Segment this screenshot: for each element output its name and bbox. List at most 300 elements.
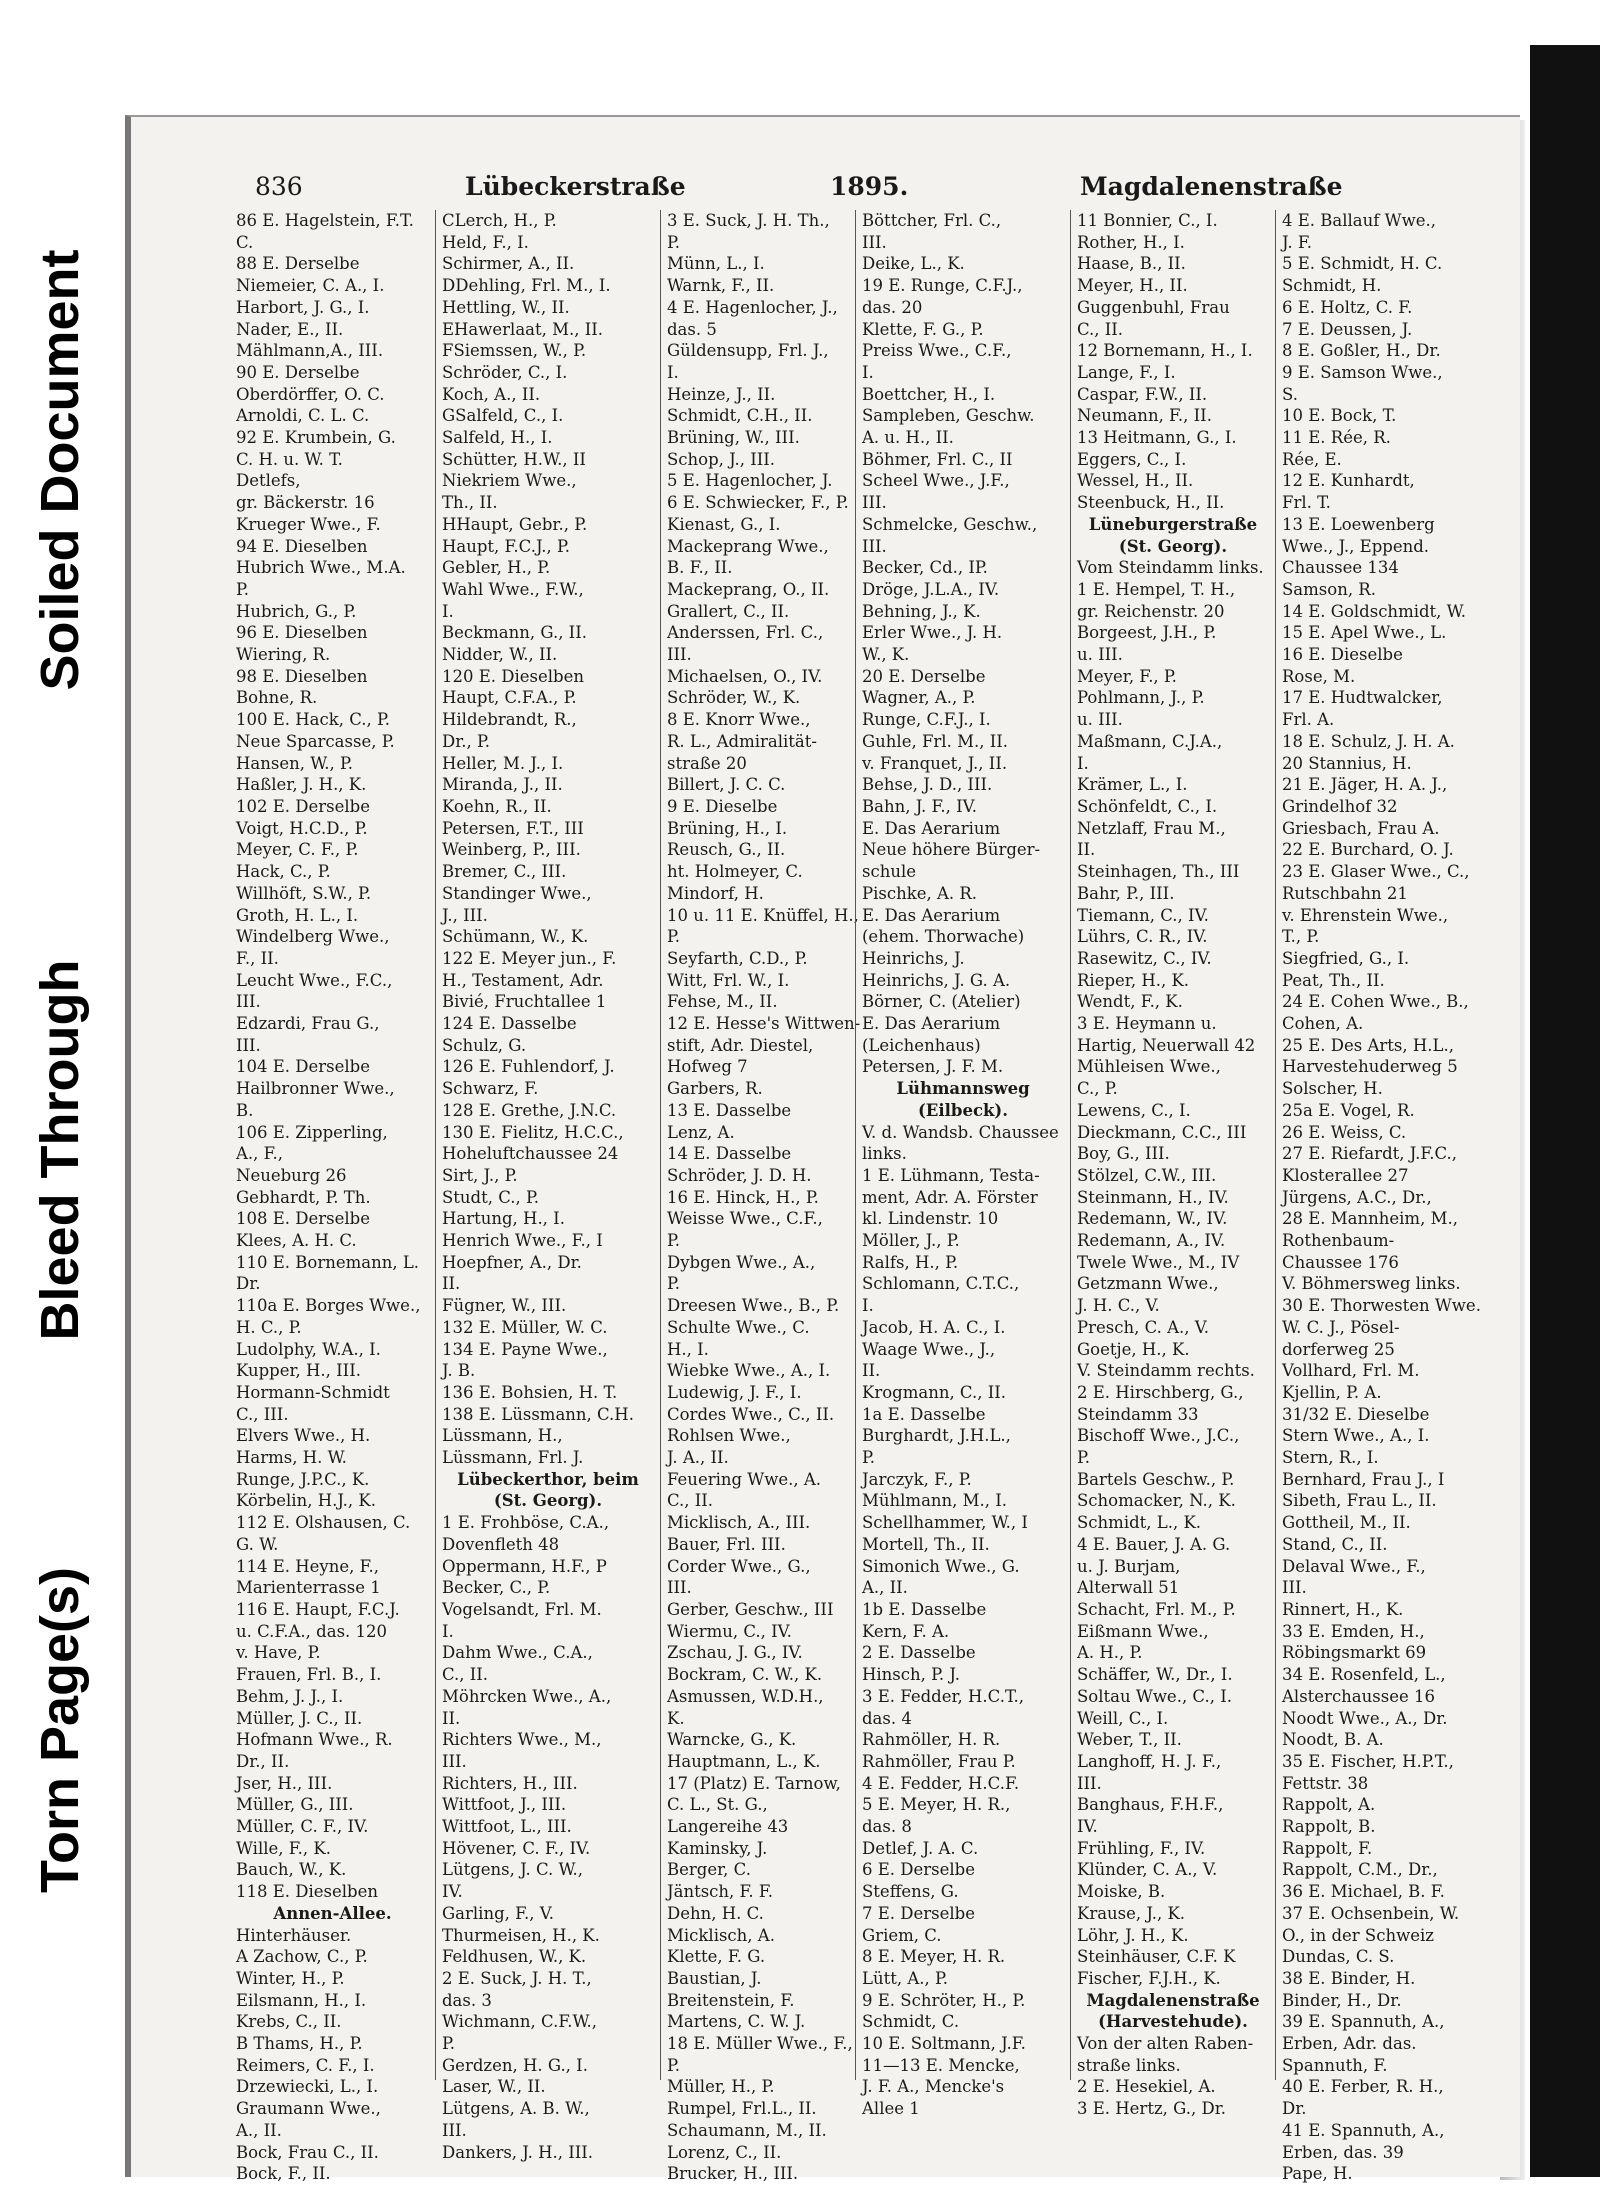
directory-line: Asmussen, W.D.H., xyxy=(667,1686,824,1706)
directory-line: Seyfarth, C.D., P. xyxy=(667,948,808,968)
directory-line: Harms, H. W. xyxy=(236,1448,347,1468)
directory-line: W., K. xyxy=(862,645,910,665)
directory-line: 20 Stannius, H. xyxy=(1282,753,1412,773)
directory-line: Müller, H., P. xyxy=(667,2077,775,2097)
directory-line: Simonich Wwe., G. xyxy=(862,1556,1020,1576)
directory-line: Wiering, R. xyxy=(236,645,331,665)
directory-line: I. xyxy=(862,362,874,382)
directory-line: Redemann, W., IV. xyxy=(1077,1209,1228,1229)
directory-line: Weill, C., I. xyxy=(1077,1708,1169,1728)
directory-line: T., P. xyxy=(1282,927,1320,947)
directory-line: Mählmann,A., III. xyxy=(236,341,384,361)
directory-line: Rappolt, C.M., Dr., xyxy=(1282,1860,1438,1880)
directory-line: Cordes Wwe., C., II. xyxy=(667,1404,835,1424)
directory-line: Schop, J., III. xyxy=(667,449,776,469)
directory-line: Schmidt, C.H., II. xyxy=(667,406,813,426)
directory-line: IV. xyxy=(442,1882,463,1902)
directory-line: Müller, C. F., IV. xyxy=(236,1817,369,1837)
directory-line: Weinberg, P., III. xyxy=(442,840,581,860)
directory-line: Oppermann, H.F., P xyxy=(442,1556,607,1576)
directory-line: Schlomann, C.T.C., xyxy=(862,1274,1020,1294)
directory-line: Gottheil, M., II. xyxy=(1282,1513,1411,1533)
directory-line: Vogelsandt, Frl. M. xyxy=(442,1600,602,1619)
directory-line: Stölzel, C.W., III. xyxy=(1077,1165,1217,1185)
directory-line: Schulte Wwe., C. xyxy=(667,1317,810,1337)
directory-line: Soltau Wwe., C., I. xyxy=(1077,1686,1232,1706)
directory-line: stift, Adr. Diestel, xyxy=(667,1035,814,1055)
directory-line: Hinsch, P. J. xyxy=(862,1665,960,1685)
directory-line: Körbelin, H.J., K. xyxy=(236,1491,376,1511)
directory-line: Burghardt, J.H.L., xyxy=(862,1426,1011,1446)
directory-line: 1 E. Lühmann, Testa- xyxy=(862,1165,1040,1185)
directory-line: Lange, F., I. xyxy=(1077,362,1176,382)
directory-line: Noodt, B. A. xyxy=(1282,1730,1384,1750)
directory-line: Hartung, H., I. xyxy=(442,1209,565,1229)
directory-line: Eißmann Wwe., xyxy=(1077,1621,1209,1641)
directory-line: Mindorf, H. xyxy=(667,883,764,903)
directory-line: Lührs, C. R., IV. xyxy=(1077,927,1208,947)
directory-line: Gerdzen, H. G., I. xyxy=(442,2055,588,2075)
directory-line: Schirmer, A., II. xyxy=(442,254,575,274)
directory-line: Güldensupp, Frl. J., xyxy=(667,341,829,361)
page-number: 836 xyxy=(255,172,303,201)
directory-line: H., Testament, Adr. xyxy=(442,970,604,990)
directory-line: Steffens, G. xyxy=(862,1882,959,1902)
directory-line: Rother, H., I. xyxy=(1077,232,1185,252)
directory-line: Wwe., J., Eppend. xyxy=(1282,536,1430,556)
directory-line: 134 E. Payne Wwe., xyxy=(442,1339,608,1359)
directory-line: Hansen, W., P. xyxy=(236,753,354,773)
directory-column-1 xyxy=(230,210,435,2184)
directory-line: Klünder, C. A., V. xyxy=(1077,1860,1218,1880)
directory-line: Ludolphy, W.A., I. xyxy=(236,1339,381,1359)
directory-line: Elvers Wwe., H. xyxy=(236,1426,371,1446)
directory-line: Behse, J. D., III. xyxy=(862,775,993,795)
directory-line: Ludewig, J. F., I. xyxy=(667,1382,802,1402)
directory-line: 6 E. Schwiecker, F., P. xyxy=(667,493,849,513)
directory-line: Schwarz, F. xyxy=(442,1079,539,1099)
directory-line: 130 E. Fielitz, H.C.C., xyxy=(442,1122,624,1142)
directory-line: kl. Lindenstr. 10 xyxy=(862,1209,999,1229)
directory-line: Kaminsky, J. xyxy=(667,1838,768,1858)
directory-line: 92 E. Krumbein, G. xyxy=(236,428,396,448)
directory-line: Harbort, J. G., I. xyxy=(236,297,370,317)
directory-line: 106 E. Zipperling, xyxy=(236,1122,388,1142)
directory-line: Meyer, C. F., P. xyxy=(236,840,359,860)
directory-line: Dieckmann, C.C., III xyxy=(1077,1122,1247,1142)
directory-line: Röbingsmarkt 69 xyxy=(1282,1643,1427,1663)
directory-line: Boy, G., III. xyxy=(1077,1144,1170,1164)
directory-line: 112 E. Olshausen, C. xyxy=(236,1513,411,1533)
directory-line: Schaumann, M., II. xyxy=(667,2120,827,2140)
directory-line: Corder Wwe., G., xyxy=(667,1556,811,1576)
directory-line: 10 E. Bock, T. xyxy=(1282,406,1397,426)
directory-line: 40 E. Ferber, R. H., xyxy=(1282,2077,1444,2097)
directory-line: III. xyxy=(442,2120,467,2140)
directory-line: Klosterallee 27 xyxy=(1282,1165,1409,1185)
header-street-left: Lübeckerstraße xyxy=(465,172,686,201)
directory-line: Bernhard, Frau J., I xyxy=(1282,1469,1445,1489)
directory-line: Rose, M. xyxy=(1282,666,1356,686)
directory-line: Krueger Wwe., F. xyxy=(236,514,381,534)
directory-line: 25 E. Des Arts, H.L., xyxy=(1282,1035,1454,1055)
directory-line: Jacob, H. A. C., I. xyxy=(862,1317,1006,1337)
directory-line: 102 E. Derselbe xyxy=(236,796,370,816)
directory-line: Groth, H. L., I. xyxy=(236,905,359,925)
directory-line: C., II. xyxy=(442,1665,489,1685)
directory-line: Möhrcken Wwe., A., xyxy=(442,1686,612,1706)
directory-line: Oberdörffer, O. C. xyxy=(236,384,385,404)
directory-line: Lorenz, C., II. xyxy=(667,2142,782,2162)
directory-line: Heinrichs, J. G. A. xyxy=(862,970,1011,990)
directory-line: C., II. xyxy=(1077,319,1124,339)
directory-line: Noodt Wwe., A., Dr. xyxy=(1282,1708,1448,1728)
directory-line: Maßmann, C.J.A., xyxy=(1077,731,1223,751)
directory-line: Grallert, C., II. xyxy=(667,601,790,621)
side-labels xyxy=(0,0,120,2177)
directory-line: Jürgens, A.C., Dr., xyxy=(1282,1187,1432,1207)
directory-line: u. III. xyxy=(1077,645,1123,665)
directory-line: Tiemann, C., IV. xyxy=(1077,905,1209,925)
directory-line: Dovenfleth 48 xyxy=(442,1534,560,1554)
directory-line: Rieper, H., K. xyxy=(1077,970,1190,990)
directory-line: G. W. xyxy=(236,1534,279,1554)
directory-line: Baustian, J. xyxy=(667,1968,762,1988)
directory-line: III. xyxy=(862,493,887,513)
directory-line: 18 E. Müller Wwe., F., xyxy=(667,2034,853,2054)
directory-line: Steinmann, H., IV. xyxy=(1077,1187,1229,1207)
directory-line: Rumpel, Frl.L., II. xyxy=(667,2099,817,2119)
directory-line: 14 E. Dasselbe xyxy=(667,1144,792,1164)
directory-line: Drzewiecki, L., I. xyxy=(236,2077,379,2097)
directory-line: Griesbach, Frau A. xyxy=(1282,818,1440,838)
directory-line: H., I. xyxy=(667,1339,709,1359)
directory-line: 11 Bonnier, C., I. xyxy=(1077,211,1218,230)
directory-line: Dahm Wwe., C.A., xyxy=(442,1643,593,1663)
directory-line: 21 E. Jäger, H. A. J., xyxy=(1282,775,1448,795)
directory-line: Jser, H., III. xyxy=(236,1773,333,1793)
directory-line: Gebhardt, P. Th. xyxy=(236,1187,371,1207)
directory-line: Caspar, F.W., II. xyxy=(1077,384,1208,404)
directory-line: Pape, H. xyxy=(1282,2164,1353,2184)
directory-line: 31/32 E. Dieselbe xyxy=(1282,1404,1430,1424)
directory-line: Schmidt, C. xyxy=(862,2012,960,2032)
directory-line: das. 3 xyxy=(442,1990,492,2010)
directory-line: 8 E. Knorr Wwe., xyxy=(667,710,811,730)
header-year: 1895. xyxy=(830,172,909,201)
directory-line: (St. Georg). xyxy=(1118,536,1228,556)
directory-line: Kjellin, P. A. xyxy=(1282,1382,1382,1402)
directory-line: 136 E. Bohsien, H. T. xyxy=(442,1382,618,1402)
directory-line: Samson, R. xyxy=(1282,579,1376,599)
directory-line: Bock, Frau C., II. xyxy=(236,2142,379,2162)
directory-line: Frauen, Frl. B., I. xyxy=(236,1665,382,1685)
directory-line: Th., II. xyxy=(442,493,498,513)
directory-line: III. xyxy=(236,1035,261,1055)
directory-line: Neueburg 26 xyxy=(236,1165,347,1185)
directory-line: Salfeld, H., I. xyxy=(442,428,553,448)
directory-line: v. Franquet, J., II. xyxy=(862,753,1008,773)
directory-line: 126 E. Fuhlendorf, J. xyxy=(442,1057,615,1077)
directory-line: (St. Georg). xyxy=(493,1491,603,1511)
directory-line: F., II. xyxy=(236,948,279,968)
directory-line: HHaupt, Gebr., P. xyxy=(442,514,588,534)
directory-line: I. xyxy=(442,1621,454,1641)
directory-line: 8 E. Goßler, H., Dr. xyxy=(1282,341,1441,361)
directory-line: Krause, J., K. xyxy=(1077,1903,1186,1923)
directory-line: Steinhagen, Th., III xyxy=(1077,862,1240,882)
directory-line: 18 E. Schulz, J. H. A. xyxy=(1282,731,1455,751)
directory-line: P. xyxy=(442,2034,456,2054)
directory-line: Studt, C., P. xyxy=(442,1187,540,1207)
directory-line: Bivié, Fruchtallee 1 xyxy=(442,992,607,1012)
scan-edge xyxy=(1530,45,1600,2177)
directory-line: C. H. u. W. T. xyxy=(236,449,343,469)
directory-line: III. xyxy=(1282,1578,1307,1598)
directory-line: Hinterhäuser. xyxy=(236,1925,352,1945)
directory-column-3 xyxy=(660,210,861,2184)
directory-line: Steenbuck, H., II. xyxy=(1077,493,1225,513)
directory-line: Schäffer, W., Dr., I. xyxy=(1077,1665,1233,1685)
directory-line: Binder, H., Dr. xyxy=(1282,1990,1402,2010)
directory-line: Cohen, A. xyxy=(1282,1014,1364,1034)
directory-line: Haupt, C.F.A., P. xyxy=(442,688,577,708)
directory-line: Wille, F., K. xyxy=(236,1838,331,1858)
directory-line: P. xyxy=(667,2055,681,2075)
directory-line: 7 E. Deussen, J. xyxy=(1282,319,1413,339)
directory-line: Micklisch, A., III. xyxy=(667,1513,811,1533)
directory-line: Müller, G., III. xyxy=(236,1795,354,1815)
directory-line: 17 E. Hudtwalcker, xyxy=(1282,688,1443,708)
directory-line: Allee 1 xyxy=(862,2099,920,2119)
directory-line: 12 Bornemann, H., I. xyxy=(1077,341,1253,361)
directory-line: Brucker, H., III. xyxy=(667,2164,799,2184)
directory-line: Breitenstein, F. xyxy=(667,1990,795,2010)
directory-line: Sampleben, Geschw. xyxy=(862,406,1035,426)
directory-line: 15 E. Apel Wwe., L. xyxy=(1282,623,1447,643)
directory-line: A Zachow, C., P. xyxy=(236,1947,368,1967)
directory-line: 2 E. Dasselbe xyxy=(862,1643,976,1663)
directory-line: A. H., P. xyxy=(1077,1643,1143,1663)
directory-line: Dr. xyxy=(236,1274,261,1294)
directory-line: Lüneburgerstraße xyxy=(1088,514,1258,534)
bleed-through-label: Bleed Through xyxy=(30,959,90,1341)
directory-line: Mortell, Th., II. xyxy=(862,1534,990,1554)
directory-line: Fügner, W., III. xyxy=(442,1296,567,1316)
directory-line: ht. Holmeyer, C. xyxy=(667,862,803,882)
directory-line: Brüning, H., I. xyxy=(667,818,788,838)
directory-line: 5 E. Hagenlocher, J. xyxy=(667,471,833,491)
directory-line: Dybgen Wwe., A., xyxy=(667,1252,816,1272)
directory-line: 90 E. Derselbe xyxy=(236,362,360,382)
directory-line: Dr., P. xyxy=(442,731,491,751)
directory-line: 110a E. Borges Wwe., xyxy=(236,1296,421,1316)
directory-line: Neue Sparcasse, P. xyxy=(236,731,395,751)
directory-line: Hoepfner, A., Dr. xyxy=(442,1252,582,1272)
directory-line: Magdalenenstraße xyxy=(1086,1990,1260,2010)
directory-line: Neue höhere Bürger- xyxy=(862,840,1041,860)
directory-line: Bock, F., II. xyxy=(236,2164,331,2184)
directory-line: Erben, Adr. das. xyxy=(1282,2034,1417,2054)
directory-columns xyxy=(230,210,1515,2184)
directory-line: (Leichenhaus) xyxy=(862,1035,981,1055)
directory-line: P. xyxy=(1077,1448,1091,1468)
directory-line: V. Böhmersweg links. xyxy=(1282,1274,1461,1294)
directory-line: Schönfeldt, C., I. xyxy=(1077,796,1218,816)
directory-line: Frl. A. xyxy=(1282,710,1335,730)
directory-line: Solscher, H. xyxy=(1282,1079,1383,1099)
directory-line: Vom Steindamm links. xyxy=(1077,558,1264,578)
directory-line: gr. Bäckerstr. 16 xyxy=(236,493,375,513)
directory-line: gr. Reichenstr. 20 xyxy=(1077,601,1225,621)
directory-line: Hauptmann, L., K. xyxy=(667,1751,821,1771)
directory-line: Meyer, H., II. xyxy=(1077,276,1188,296)
directory-line: Steinhäuser, C.F. K xyxy=(1077,1947,1236,1967)
directory-line: 36 E. Michael, B. F. xyxy=(1282,1882,1445,1902)
directory-line: A., F., xyxy=(236,1144,284,1164)
directory-line: Lüssmann, Frl. J. xyxy=(442,1448,584,1468)
directory-line: I. xyxy=(667,362,679,382)
directory-line: III. xyxy=(862,232,887,252)
directory-line: Gerber, Geschw., III xyxy=(667,1600,834,1619)
directory-line: Hildebrandt, R., xyxy=(442,710,577,730)
directory-line: K. xyxy=(667,1708,685,1728)
directory-line: Willhöft, S.W., P. xyxy=(236,883,372,903)
directory-line: Brüning, W., III. xyxy=(667,428,800,448)
directory-line: III. xyxy=(1077,1773,1102,1793)
directory-line: Behm, J. J., I. xyxy=(236,1686,344,1706)
directory-line: Dundas, C. S. xyxy=(1282,1947,1395,1967)
directory-line: Nader, E., II. xyxy=(236,319,344,339)
directory-line: straße 20 xyxy=(667,753,747,773)
directory-line: Detlef, J. A. C. xyxy=(862,1838,979,1858)
directory-line: 2 E. Hesekiel, A. xyxy=(1077,2077,1216,2097)
directory-line: Billert, J. C. C. xyxy=(667,775,786,795)
directory-line: Weisse Wwe., C.F., xyxy=(667,1209,823,1229)
directory-line: 19 E. Runge, C.F.J., xyxy=(862,276,1023,296)
directory-line: Reimers, C. F., I. xyxy=(236,2055,375,2075)
directory-line: Netzlaff, Frau M., xyxy=(1077,818,1226,838)
directory-line: 1a E. Dasselbe xyxy=(862,1404,986,1424)
directory-line: straße links. xyxy=(1077,2055,1181,2075)
directory-line: 6 E. Holtz, C. F. xyxy=(1282,297,1413,317)
directory-line: E. Das Aerarium xyxy=(862,905,1001,925)
directory-line: Wittfoot, J., III. xyxy=(442,1795,567,1815)
directory-line: Böttcher, Frl. C., xyxy=(862,211,1002,230)
directory-line: das. 5 xyxy=(667,319,717,339)
directory-line: 9 E. Samson Wwe., xyxy=(1282,362,1443,382)
directory-line: 118 E. Dieselben xyxy=(236,1882,379,1902)
directory-line: 98 E. Dieselben xyxy=(236,666,368,686)
directory-line: Mühleisen Wwe., xyxy=(1077,1057,1221,1077)
directory-line: Rutschbahn 21 xyxy=(1282,883,1408,903)
directory-line: J. A., II. xyxy=(667,1448,729,1468)
directory-line: 122 E. Meyer jun., F. xyxy=(442,948,617,968)
directory-line: Edzardi, Frau G., xyxy=(236,1014,380,1034)
directory-line: Berger, C. xyxy=(667,1860,751,1880)
directory-line: Bahr, P., III. xyxy=(1077,883,1175,903)
directory-line: Voigt, H.C.D., P. xyxy=(236,818,368,838)
directory-line: Graumann Wwe., xyxy=(236,2099,381,2119)
directory-line: 104 E. Derselbe xyxy=(236,1057,370,1077)
directory-line: Rahmöller, H. R. xyxy=(862,1730,1001,1750)
directory-line: Langhoff, H. J. F., xyxy=(1077,1751,1222,1771)
directory-line: Martens, C. W. J. xyxy=(667,2012,806,2032)
directory-line: Guhle, Frl. M., II. xyxy=(862,731,1008,751)
directory-line: Wessel, H., II. xyxy=(1077,471,1194,491)
directory-line: Scheel Wwe., J.F., xyxy=(862,471,1010,491)
page-header xyxy=(130,172,1510,204)
directory-line: J., III. xyxy=(442,905,488,925)
directory-line: Reusch, G., II. xyxy=(667,840,786,860)
directory-line: Bahn, J. F., IV. xyxy=(862,796,977,816)
directory-line: 5 E. Meyer, H. R., xyxy=(862,1795,1011,1815)
directory-line: Rothenbaum- xyxy=(1282,1231,1395,1251)
directory-line: Eggers, C., I. xyxy=(1077,449,1187,469)
directory-line: Petersen, J. F. M. xyxy=(862,1057,1004,1077)
directory-line: V. Steindamm rechts. xyxy=(1077,1361,1255,1381)
directory-line: C., P. xyxy=(1077,1079,1118,1099)
directory-line: Peat, Th., II. xyxy=(1282,970,1385,990)
directory-line: Dankers, J. H., III. xyxy=(442,2142,594,2162)
directory-line: Jäntsch, F. F. xyxy=(667,1882,774,1902)
directory-line: 2 E. Suck, J. H. T., xyxy=(442,1968,592,1988)
directory-line: Preiss Wwe., C.F., xyxy=(862,341,1012,361)
directory-line: S. xyxy=(1282,384,1298,404)
directory-line: Lühmannsweg xyxy=(896,1079,1030,1099)
directory-line: 16 E. Dieselbe xyxy=(1282,645,1403,665)
directory-line: 26 E. Weiss, C. xyxy=(1282,1122,1407,1142)
directory-line: Fettstr. 38 xyxy=(1282,1773,1369,1793)
directory-line: Schmelcke, Geschw., xyxy=(862,514,1038,534)
directory-line: (Harvestehude). xyxy=(1098,2012,1248,2032)
directory-line: das. 8 xyxy=(862,1817,912,1837)
directory-line: Anderssen, Frl. C., xyxy=(667,623,824,643)
directory-line: 5 E. Schmidt, H. C. xyxy=(1282,254,1443,274)
directory-line: Hartig, Neuerwall 42 xyxy=(1077,1035,1256,1055)
directory-line: A., II. xyxy=(236,2120,282,2140)
directory-line: Rahmöller, Frau P. xyxy=(862,1751,1016,1771)
directory-line: Rappolt, F. xyxy=(1282,1838,1373,1858)
directory-line: 4 E. Fedder, H.C.F. xyxy=(862,1773,1020,1793)
directory-line: 33 E. Emden, H., xyxy=(1282,1621,1425,1641)
directory-line: Hettling, W., II. xyxy=(442,297,570,317)
directory-line: Gebler, H., P. xyxy=(442,558,551,578)
directory-line: 39 E. Spannuth, A., xyxy=(1282,2012,1445,2032)
directory-line: Schütter, H.W., II xyxy=(442,449,586,469)
directory-line: Beckmann, G., II. xyxy=(442,623,587,643)
directory-line: 37 E. Ochsenbein, W. xyxy=(1282,1903,1460,1923)
directory-line: Hailbronner Wwe., xyxy=(236,1079,395,1099)
directory-line: Lübeckerthor, beim xyxy=(457,1469,639,1489)
directory-line: Vollhard, Frl. M. xyxy=(1282,1361,1420,1381)
directory-line: Detlefs, xyxy=(236,471,301,491)
directory-line: Presch, C. A., V. xyxy=(1077,1317,1210,1337)
directory-line: Wiermu, C., IV. xyxy=(667,1621,792,1641)
directory-line: 94 E. Dieselben xyxy=(236,536,368,556)
directory-line: 13 E. Dasselbe xyxy=(667,1100,792,1120)
directory-line: Koehn, R., II. xyxy=(442,796,552,816)
directory-line: B Thams, H., P. xyxy=(236,2034,363,2054)
directory-line: P. xyxy=(667,1274,681,1294)
directory-line: 86 E. Hagelstein, F.T. xyxy=(236,211,414,230)
directory-line: Schomacker, N., K. xyxy=(1077,1491,1236,1511)
directory-line: II. xyxy=(442,1708,461,1728)
directory-line: Steindamm 33 xyxy=(1077,1404,1199,1424)
directory-line: C., II. xyxy=(667,1491,714,1511)
directory-line: u. C.F.A., das. 120 xyxy=(236,1621,388,1641)
directory-line: ment, Adr. A. Förster xyxy=(862,1187,1038,1207)
